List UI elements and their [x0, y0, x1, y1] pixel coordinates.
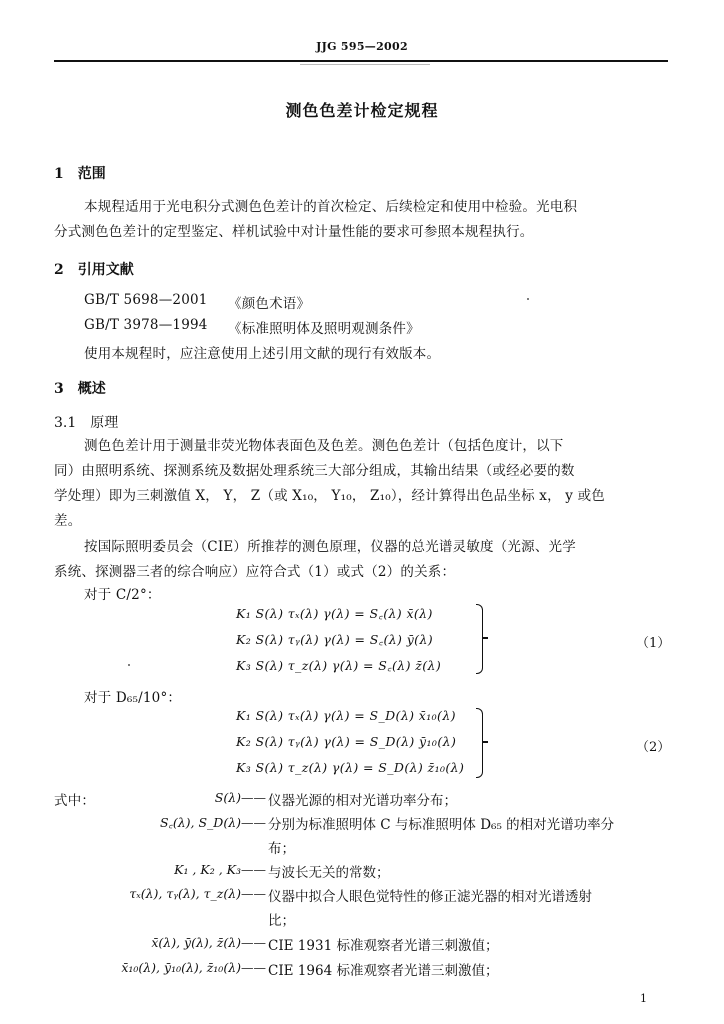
refs-note: 使用本规程时，应注意使用上述引用文献的现行有效版本。: [84, 346, 441, 362]
for-illuminant-d65-label: 对于 D₆₅/10°：: [84, 690, 182, 706]
def-5-description: CIE 1931 标准观察者光谱三刺激值；: [268, 938, 499, 954]
where-label: 式中：: [54, 793, 96, 809]
principle-para-2-line-2: 系统、探测器三者的综合响应）应符合式（1）或式（2）的关系：: [54, 564, 456, 580]
equation-1-number: （1）: [636, 636, 671, 651]
def-2-description: 分别为标准照明体 C 与标准照明体 D₆₅ 的相对光谱功率分: [268, 817, 615, 833]
for-illuminant-c-label: 对于 C/2°：: [84, 587, 161, 603]
def-1-symbol: S(λ)——: [214, 790, 266, 805]
def-4-description: 仪器中拟合人眼色觉特性的修正滤光器的相对光谱透射: [268, 889, 592, 905]
header-rule: [54, 60, 668, 62]
section-1-heading: 1 范围: [54, 166, 106, 182]
section-2-heading: 2 引用文献: [54, 262, 134, 278]
ref-1-code: GB/T 5698—2001: [84, 292, 208, 308]
principle-para-1-line-1: 测色色差计用于测量非荧光物体表面色及色差。测色色差计（包括色度计，以下: [84, 438, 564, 454]
standard-code: JJG 595—2002: [316, 40, 408, 53]
section-3-heading: 3 概述: [54, 381, 106, 397]
ref-2-name: 《标准照明体及照明观测条件》: [228, 321, 420, 337]
principle-para-1-line-4: 差。: [54, 513, 82, 529]
def-4-symbol: τₓ(λ), τᵧ(λ), τ_z(λ)——: [129, 886, 266, 901]
def-1-description: 仪器光源的相对光谱功率分布；: [268, 793, 457, 809]
def-4-description-cont: 比；: [268, 913, 295, 929]
principle-para-1-line-3: 学处理）即为三刺激值 X， Y， Z（或 X₁₀， Y₁₀， Z₁₀），经计算得出色品坐标 x， y 或色: [54, 488, 605, 504]
def-5-symbol: x̄(λ), ȳ(λ), z̄(λ)——: [151, 935, 266, 950]
equation-2-line-1: K₁ S(λ) τₓ(λ) γ(λ) = S_D(λ) x̄₁₀(λ): [236, 708, 456, 723]
page-number: 1: [640, 992, 647, 1005]
ref-2-code: GB/T 3978—1994: [84, 317, 208, 333]
principle-para-1-line-2: 同）由照明系统、探测系统及数据处理系统三大部分组成，其输出结果（或经必要的数: [54, 463, 575, 479]
equation-2-brace-tip: [482, 741, 488, 743]
equation-1-line-1: K₁ S(λ) τₓ(λ) γ(λ) = S꜀(λ) x̄(λ): [236, 606, 433, 621]
page-title: 测色色差计检定规程: [285, 101, 439, 120]
scan-speck: [128, 664, 130, 666]
equation-2-line-2: K₂ S(λ) τᵧ(λ) γ(λ) = S_D(λ) ȳ₁₀(λ): [236, 734, 457, 749]
equation-1-brace-tip: [482, 637, 488, 639]
def-3-description: 与波长无关的常数；: [268, 865, 390, 881]
subsection-3-1-heading: 3.1 原理: [54, 415, 119, 431]
principle-para-2-line-1: 按国际照明委员会（CIE）所推荐的测色原理，仪器的总光谱灵敏度（光源、光学: [84, 539, 576, 555]
equation-1-brace: [476, 604, 483, 674]
equation-2-line-3: K₃ S(λ) τ_z(λ) γ(λ) = S_D(λ) z̄₁₀(λ): [236, 760, 465, 775]
def-2-description-cont: 布；: [268, 841, 295, 857]
equation-2-number: （2）: [636, 740, 671, 755]
ref-1-name: 《颜色术语》: [228, 296, 311, 312]
def-3-symbol: K₁ , K₂ , K₃——: [174, 862, 266, 877]
scan-speck: [527, 298, 529, 300]
header-rule-shadow: [300, 64, 430, 65]
def-6-symbol: x̄₁₀(λ), ȳ₁₀(λ), z̄₁₀(λ)——: [121, 960, 266, 975]
section-1-para-line-2: 分式测色色差计的定型鉴定、样机试验中对计量性能的要求可参照本规程执行。: [54, 224, 534, 240]
equation-1-line-2: K₂ S(λ) τᵧ(λ) γ(λ) = S꜀(λ) ȳ(λ): [236, 632, 434, 647]
equation-1-line-3: K₃ S(λ) τ_z(λ) γ(λ) = S꜀(λ) z̄(λ): [236, 658, 442, 673]
def-2-symbol: S꜀(λ), S_D(λ)——: [159, 815, 266, 830]
def-6-description: CIE 1964 标准观察者光谱三刺激值；: [268, 963, 499, 979]
equation-2-brace: [476, 708, 483, 778]
section-1-para-line-1: 本规程适用于光电积分式测色色差计的首次检定、后续检定和使用中检验。光电积: [84, 199, 578, 215]
